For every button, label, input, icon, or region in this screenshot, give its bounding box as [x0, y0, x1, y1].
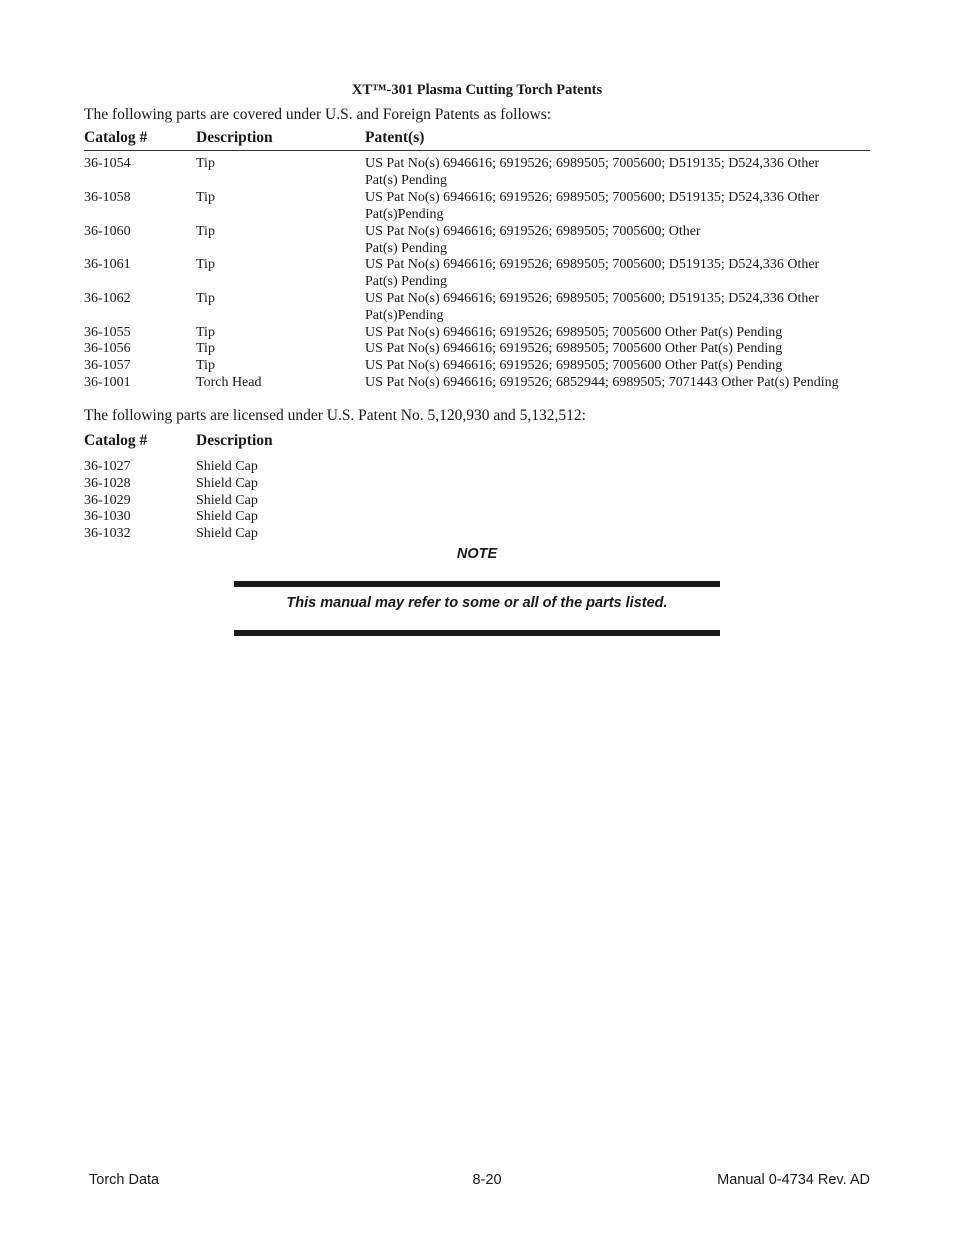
table1-cell-description: Tip: [196, 257, 215, 272]
table1-cell-patents: [365, 256, 819, 290]
table1-cell-description: Tip: [196, 190, 215, 205]
table1-cell-catalog: 36-1058: [84, 190, 131, 205]
table2-cell-catalog: 36-1030: [84, 509, 131, 524]
patents-intro: The following parts are covered under U.S. and Foreign Patents as follows:: [84, 106, 552, 123]
table1-cell-description: Tip: [196, 156, 215, 171]
table1-header-catalog: Catalog #: [84, 129, 148, 146]
table1-cell-patents: [365, 223, 701, 257]
patent-line: US Pat No(s) 6946616; 6919526; 6989505; 7005600; D519135; D524,336 Other: [365, 291, 820, 306]
table1-cell-catalog: 36-1060: [84, 224, 131, 239]
table2-cell-catalog: 36-1029: [84, 493, 131, 508]
patent-line: Pat(s) Pending: [365, 274, 448, 289]
note-top-bar: [234, 581, 720, 587]
table1-cell-description: Tip: [196, 325, 215, 340]
note-title: NOTE: [456, 546, 498, 562]
patent-line: US Pat No(s) 6946616; 6919526; 6989505; 7005600; D519135; D524,336 Other: [365, 156, 820, 171]
table1-header-rule: [84, 150, 870, 151]
patent-line: US Pat No(s) 6946616; 6919526; 6989505; 7005600 Other Pat(s) Pending: [365, 325, 783, 340]
table1-cell-catalog: 36-1061: [84, 257, 131, 272]
table2-header-description: Description: [196, 432, 273, 449]
table1-cell-patents: [365, 189, 819, 223]
table1-cell-patents: [365, 340, 782, 357]
table1-header-patents: Patent(s): [365, 129, 425, 146]
patent-line: US Pat No(s) 6946616; 6919526; 6989505; 7005600 Other Pat(s) Pending: [365, 358, 783, 373]
table2-cell-catalog: 36-1027: [84, 459, 131, 474]
table2-cell-description: Shield Cap: [196, 526, 258, 541]
table1-cell-description: Tip: [196, 224, 215, 239]
table1-header-description: Description: [196, 129, 273, 146]
patent-line: US Pat No(s) 6946616; 6919526; 6989505; 7005600; D519135; D524,336 Other: [365, 257, 820, 272]
table1-cell-patents: [365, 374, 839, 391]
footer-page-number: 8-20: [472, 1172, 502, 1188]
table2-cell-description: Shield Cap: [196, 459, 258, 474]
table1-cell-description: Tip: [196, 341, 215, 356]
table1-cell-description: Tip: [196, 291, 215, 306]
footer-manual: Manual 0-4734 Rev. AD: [717, 1172, 870, 1188]
patent-line: US Pat No(s) 6946616; 6919526; 6989505; 7005600; Other: [365, 224, 701, 239]
table1-cell-patents: [365, 290, 819, 324]
table2-cell-description: Shield Cap: [196, 509, 258, 524]
table2-cell-catalog: 36-1032: [84, 526, 131, 541]
table2-cell-catalog: 36-1028: [84, 476, 131, 491]
patent-line: US Pat No(s) 6946616; 6919526; 6989505; 7005600 Other Pat(s) Pending: [365, 341, 783, 356]
patent-line: Pat(s)Pending: [365, 207, 444, 222]
table1-cell-catalog: 36-1056: [84, 341, 131, 356]
table2-cell-description: Shield Cap: [196, 493, 258, 508]
table2-cell-description: Shield Cap: [196, 476, 258, 491]
table1-cell-patents: [365, 155, 819, 189]
table1-cell-patents: [365, 324, 782, 341]
note-bottom-bar: [234, 630, 720, 636]
table1-cell-catalog: 36-1055: [84, 325, 131, 340]
table1-cell-description: Tip: [196, 358, 215, 373]
page-title: XT™-301 Plasma Cutting Torch Patents: [351, 82, 603, 98]
footer-section: Torch Data: [89, 1172, 160, 1188]
table1-cell-description: Torch Head: [196, 375, 262, 390]
note-text: This manual may refer to some or all of the parts listed.: [286, 595, 668, 611]
patent-line: Pat(s) Pending: [365, 241, 448, 256]
table1-cell-catalog: 36-1001: [84, 375, 131, 390]
table1-cell-patents: [365, 357, 782, 374]
licensed-intro: The following parts are licensed under U.S. Patent No. 5,120,930 and 5,132,512:: [84, 407, 586, 424]
patent-line: Pat(s) Pending: [365, 173, 448, 188]
table2-header-catalog: Catalog #: [84, 432, 148, 449]
table1-cell-catalog: 36-1054: [84, 156, 131, 171]
table1-cell-catalog: 36-1057: [84, 358, 131, 373]
patent-line: US Pat No(s) 6946616; 6919526; 6989505; 7005600; D519135; D524,336 Other: [365, 190, 820, 205]
table1-cell-catalog: 36-1062: [84, 291, 131, 306]
patent-line: Pat(s)Pending: [365, 308, 444, 323]
patent-line: US Pat No(s) 6946616; 6919526; 6852944; 6989505; 7071443 Other Pat(s) Pending: [365, 375, 839, 390]
